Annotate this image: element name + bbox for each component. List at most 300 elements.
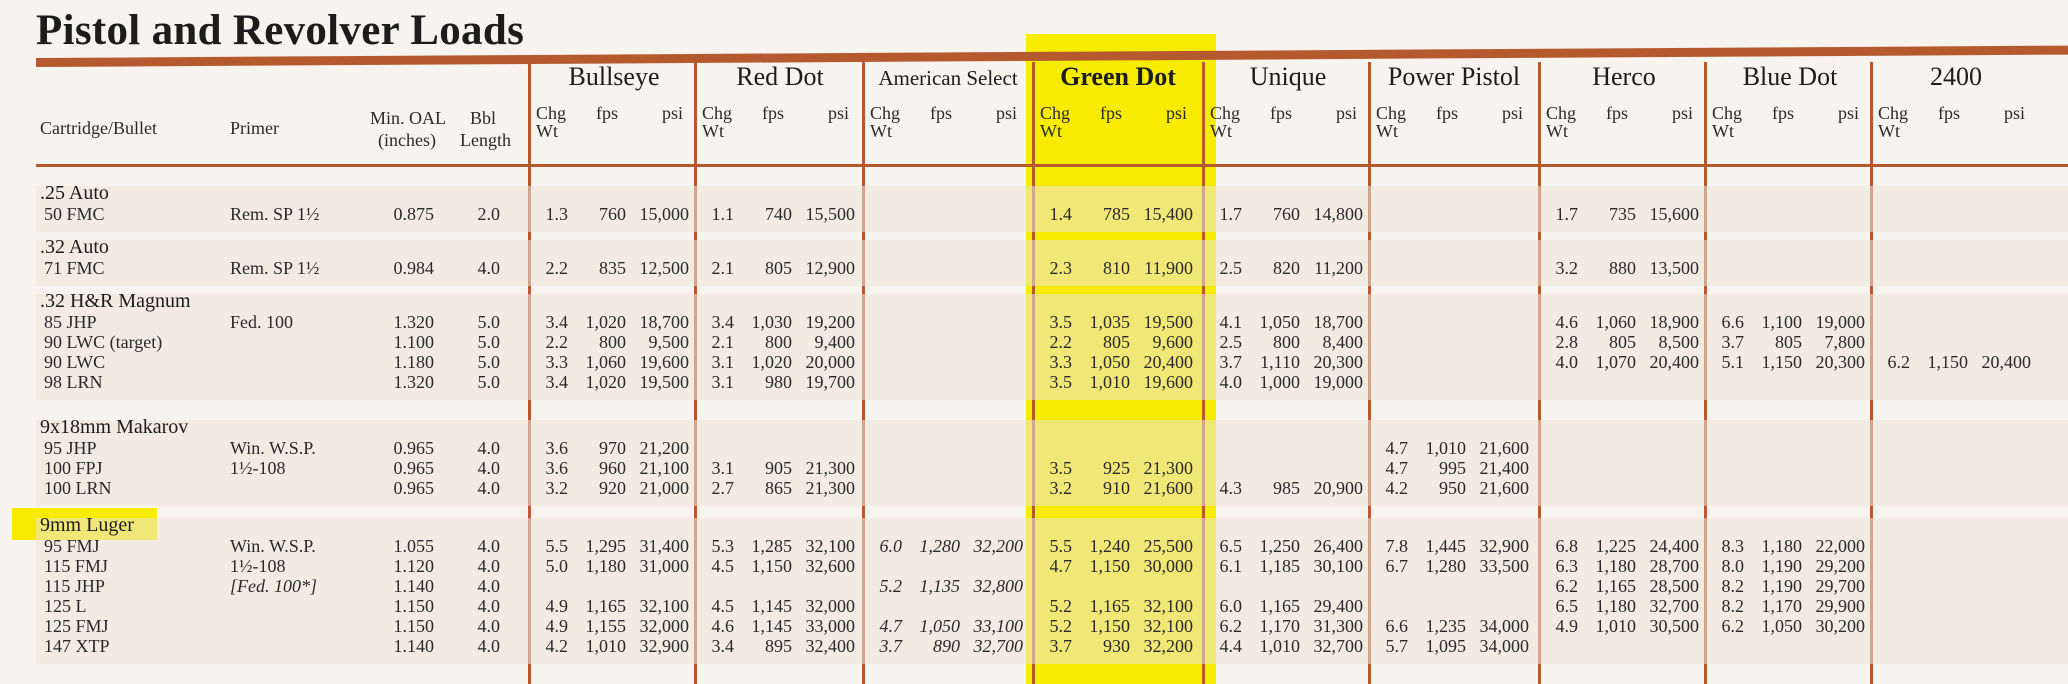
pressure-psi: 15,400 xyxy=(1143,204,1193,224)
bullet-label: 85 JHP xyxy=(44,312,97,332)
charge-weight: 4.7 xyxy=(1385,458,1408,478)
primer-value: 1½-108 xyxy=(230,556,286,576)
cartridge-name: .32 H&R Magnum xyxy=(40,290,191,312)
velocity-fps: 1,020 xyxy=(751,352,792,372)
header-wt: Wt xyxy=(1878,121,1900,141)
header-psi: psi xyxy=(1502,103,1524,123)
bbl-length-value: 4.0 xyxy=(477,616,500,636)
velocity-fps: 740 xyxy=(765,204,792,224)
pressure-psi: 20,000 xyxy=(805,352,855,372)
velocity-fps: 1,445 xyxy=(1425,536,1466,556)
pressure-psi: 8,500 xyxy=(1658,332,1699,352)
pressure-psi: 21,300 xyxy=(805,478,855,498)
pressure-psi: 21,300 xyxy=(1143,458,1193,478)
charge-weight: 3.7 xyxy=(1049,636,1072,656)
header-min-oal: Min. OAL xyxy=(370,108,446,128)
pressure-psi: 30,100 xyxy=(1313,556,1363,576)
charge-weight: 3.6 xyxy=(545,438,568,458)
header-wt: Wt xyxy=(1376,121,1398,141)
charge-weight: 6.3 xyxy=(1555,556,1578,576)
charge-weight: 2.2 xyxy=(1049,332,1072,352)
bbl-length-value: 2.0 xyxy=(477,204,500,224)
charge-weight: 3.5 xyxy=(1049,372,1072,392)
charge-weight: 4.2 xyxy=(1385,478,1408,498)
charge-weight: 4.7 xyxy=(1385,438,1408,458)
pressure-psi: 32,100 xyxy=(1143,596,1193,616)
min-oal-value: 1.320 xyxy=(393,312,434,332)
velocity-fps: 985 xyxy=(1273,478,1300,498)
pressure-psi: 20,400 xyxy=(1649,352,1699,372)
charge-weight: 3.1 xyxy=(711,458,734,478)
charge-weight: 4.7 xyxy=(879,616,902,636)
velocity-fps: 1,000 xyxy=(1259,372,1300,392)
charge-weight: 3.1 xyxy=(711,372,734,392)
velocity-fps: 1,020 xyxy=(585,372,626,392)
charge-weight: 6.2 xyxy=(1887,352,1910,372)
velocity-fps: 1,165 xyxy=(1089,596,1130,616)
charge-weight: 5.5 xyxy=(545,536,568,556)
charge-weight: 2.5 xyxy=(1219,258,1242,278)
header-chg: Chg xyxy=(1712,103,1743,123)
charge-weight: 5.5 xyxy=(1049,536,1072,556)
bullet-label: 95 JHP xyxy=(44,438,97,458)
charge-weight: 6.0 xyxy=(1219,596,1242,616)
charge-weight: 4.9 xyxy=(545,616,568,636)
bullet-label: 100 LRN xyxy=(44,478,112,498)
pressure-psi: 33,100 xyxy=(973,616,1023,636)
velocity-fps: 1,180 xyxy=(1761,536,1802,556)
velocity-fps: 980 xyxy=(765,372,792,392)
pressure-psi: 32,900 xyxy=(1479,536,1529,556)
velocity-fps: 930 xyxy=(1103,636,1130,656)
min-oal-value: 0.965 xyxy=(393,458,434,478)
header-chg: Chg xyxy=(1040,103,1071,123)
pressure-psi: 32,100 xyxy=(1143,616,1193,636)
pressure-psi: 31,300 xyxy=(1313,616,1363,636)
powder-header-unique: Unique xyxy=(1249,62,1327,91)
header-wt: Wt xyxy=(1546,121,1568,141)
velocity-fps: 800 xyxy=(765,332,792,352)
bullet-label: 115 JHP xyxy=(44,576,105,596)
pressure-psi: 30,500 xyxy=(1649,616,1699,636)
header-chg: Chg xyxy=(1210,103,1241,123)
bullet-label: 125 FMJ xyxy=(44,616,109,636)
header-rule xyxy=(36,164,2068,167)
header-psi: psi xyxy=(828,103,850,123)
velocity-fps: 805 xyxy=(765,258,792,278)
header-chg: Chg xyxy=(1376,103,1407,123)
charge-weight: 2.1 xyxy=(711,258,734,278)
bullet-label: 147 XTP xyxy=(44,636,110,656)
velocity-fps: 1,180 xyxy=(1595,556,1636,576)
pressure-psi: 32,200 xyxy=(1143,636,1193,656)
header-fps: fps xyxy=(762,103,784,123)
bbl-length-value: 4.0 xyxy=(477,536,500,556)
header-psi: psi xyxy=(1838,103,1860,123)
charge-weight: 3.4 xyxy=(545,372,568,392)
velocity-fps: 1,225 xyxy=(1595,536,1636,556)
charge-weight: 4.2 xyxy=(545,636,568,656)
velocity-fps: 1,180 xyxy=(1595,596,1636,616)
velocity-fps: 865 xyxy=(765,478,792,498)
velocity-fps: 785 xyxy=(1103,204,1130,224)
velocity-fps: 1,060 xyxy=(1595,312,1636,332)
primer-value: Rem. SP 1½ xyxy=(230,204,320,224)
charge-weight: 4.7 xyxy=(1049,556,1072,576)
pressure-psi: 9,600 xyxy=(1152,332,1193,352)
pressure-psi: 32,100 xyxy=(639,596,689,616)
charge-weight: 4.1 xyxy=(1219,312,1242,332)
pressure-psi: 21,600 xyxy=(1479,478,1529,498)
primer-value: Rem. SP 1½ xyxy=(230,258,320,278)
charge-weight: 8.3 xyxy=(1721,536,1744,556)
pressure-psi: 18,900 xyxy=(1649,312,1699,332)
charge-weight: 4.4 xyxy=(1219,636,1242,656)
charge-weight: 8.2 xyxy=(1721,576,1744,596)
velocity-fps: 995 xyxy=(1439,458,1466,478)
charge-weight: 3.5 xyxy=(1049,312,1072,332)
header-fps: fps xyxy=(930,103,952,123)
charge-weight: 6.2 xyxy=(1721,616,1744,636)
charge-weight: 5.2 xyxy=(879,576,902,596)
charge-weight: 3.3 xyxy=(1049,352,1072,372)
velocity-fps: 1,010 xyxy=(1089,372,1130,392)
pressure-psi: 20,900 xyxy=(1313,478,1363,498)
pressure-psi: 32,600 xyxy=(805,556,855,576)
pressure-psi: 19,500 xyxy=(639,372,689,392)
cartridge-name: 9x18mm Makarov xyxy=(40,416,189,438)
pressure-psi: 24,400 xyxy=(1649,536,1699,556)
bbl-length-value: 5.0 xyxy=(477,312,500,332)
velocity-fps: 1,150 xyxy=(751,556,792,576)
charge-weight: 4.3 xyxy=(1219,478,1242,498)
pressure-psi: 32,000 xyxy=(639,616,689,636)
velocity-fps: 880 xyxy=(1609,258,1636,278)
velocity-fps: 1,050 xyxy=(1089,352,1130,372)
velocity-fps: 1,060 xyxy=(585,352,626,372)
pressure-psi: 22,000 xyxy=(1815,536,1865,556)
charge-weight: 6.6 xyxy=(1385,616,1408,636)
charge-weight: 2.3 xyxy=(1049,258,1072,278)
velocity-fps: 1,145 xyxy=(751,596,792,616)
bullet-label: 50 FMC xyxy=(44,204,105,224)
pressure-psi: 15,500 xyxy=(805,204,855,224)
header-wt: Wt xyxy=(1712,121,1734,141)
pressure-psi: 29,200 xyxy=(1815,556,1865,576)
header-psi: psi xyxy=(1336,103,1358,123)
velocity-fps: 1,030 xyxy=(751,312,792,332)
charge-weight: 3.5 xyxy=(1049,458,1072,478)
charge-weight: 3.3 xyxy=(545,352,568,372)
charge-weight: 4.9 xyxy=(1555,616,1578,636)
pressure-psi: 26,400 xyxy=(1313,536,1363,556)
header-wt: Wt xyxy=(702,121,724,141)
cartridge-name: .32 Auto xyxy=(40,236,109,258)
velocity-fps: 1,035 xyxy=(1089,312,1130,332)
pressure-psi: 21,600 xyxy=(1479,438,1529,458)
velocity-fps: 960 xyxy=(599,458,626,478)
velocity-fps: 1,235 xyxy=(1425,616,1466,636)
velocity-fps: 1,170 xyxy=(1259,616,1300,636)
pressure-psi: 32,100 xyxy=(805,536,855,556)
pressure-psi: 20,400 xyxy=(1981,352,2031,372)
charge-weight: 6.2 xyxy=(1219,616,1242,636)
bbl-length-value: 4.0 xyxy=(477,458,500,478)
charge-weight: 5.7 xyxy=(1385,636,1408,656)
charge-weight: 4.0 xyxy=(1219,372,1242,392)
pressure-psi: 32,200 xyxy=(973,536,1023,556)
velocity-fps: 1,095 xyxy=(1425,636,1466,656)
header-cartridge: Cartridge/Bullet xyxy=(40,118,157,138)
velocity-fps: 1,185 xyxy=(1259,556,1300,576)
velocity-fps: 1,150 xyxy=(1089,556,1130,576)
header-fps: fps xyxy=(1270,103,1292,123)
pressure-psi: 31,400 xyxy=(639,536,689,556)
velocity-fps: 1,250 xyxy=(1259,536,1300,556)
header-fps: fps xyxy=(1436,103,1458,123)
pressure-psi: 18,700 xyxy=(639,312,689,332)
charge-weight: 1.7 xyxy=(1219,204,1242,224)
pressure-psi: 21,100 xyxy=(639,458,689,478)
min-oal-value: 1.180 xyxy=(393,352,434,372)
charge-weight: 4.0 xyxy=(1555,352,1578,372)
pressure-psi: 32,700 xyxy=(973,636,1023,656)
charge-weight: 4.6 xyxy=(1555,312,1578,332)
charge-weight: 7.8 xyxy=(1385,536,1408,556)
pressure-psi: 19,600 xyxy=(1143,372,1193,392)
header-chg: Chg xyxy=(1546,103,1577,123)
powder-header-power-pistol: Power Pistol xyxy=(1387,62,1521,91)
velocity-fps: 800 xyxy=(1273,332,1300,352)
pressure-psi: 9,500 xyxy=(648,332,689,352)
pressure-psi: 7,800 xyxy=(1824,332,1865,352)
pressure-psi: 11,900 xyxy=(1144,258,1193,278)
header-fps: fps xyxy=(1606,103,1628,123)
header-fps: fps xyxy=(1772,103,1794,123)
powder-header-bullseye: Bullseye xyxy=(568,62,660,91)
pressure-psi: 32,900 xyxy=(639,636,689,656)
header-bbl: Bbl xyxy=(470,108,497,128)
pressure-psi: 15,600 xyxy=(1649,204,1699,224)
charge-weight: 2.7 xyxy=(711,478,734,498)
velocity-fps: 805 xyxy=(1775,332,1802,352)
min-oal-value: 0.965 xyxy=(393,438,434,458)
velocity-fps: 1,150 xyxy=(1761,352,1802,372)
velocity-fps: 1,170 xyxy=(1761,596,1802,616)
pressure-psi: 11,200 xyxy=(1314,258,1363,278)
velocity-fps: 1,110 xyxy=(1260,352,1300,372)
charge-weight: 5.2 xyxy=(1049,596,1072,616)
charge-weight: 8.2 xyxy=(1721,596,1744,616)
cartridge-name: .25 Auto xyxy=(40,182,109,204)
charge-weight: 2.1 xyxy=(711,332,734,352)
velocity-fps: 950 xyxy=(1439,478,1466,498)
header-fps: fps xyxy=(1100,103,1122,123)
min-oal-value: 1.120 xyxy=(393,556,434,576)
bullet-label: 98 LRN xyxy=(44,372,103,392)
charge-weight: 3.7 xyxy=(1721,332,1744,352)
min-oal-value: 1.055 xyxy=(393,536,434,556)
bullet-label: 125 L xyxy=(44,596,87,616)
pressure-psi: 30,200 xyxy=(1815,616,1865,636)
velocity-fps: 910 xyxy=(1103,478,1130,498)
header-psi: psi xyxy=(1166,103,1188,123)
header-wt: Wt xyxy=(536,121,558,141)
charge-weight: 2.8 xyxy=(1555,332,1578,352)
pressure-psi: 33,500 xyxy=(1479,556,1529,576)
bbl-length-value: 4.0 xyxy=(477,556,500,576)
charge-weight: 6.5 xyxy=(1555,596,1578,616)
pressure-psi: 19,200 xyxy=(805,312,855,332)
velocity-fps: 735 xyxy=(1609,204,1636,224)
charge-weight: 3.2 xyxy=(1049,478,1072,498)
charge-weight: 4.9 xyxy=(545,596,568,616)
pressure-psi: 21,300 xyxy=(805,458,855,478)
velocity-fps: 1,010 xyxy=(1595,616,1636,636)
charge-weight: 5.3 xyxy=(711,536,734,556)
charge-weight: 3.2 xyxy=(545,478,568,498)
bullet-label: 115 FMJ xyxy=(44,556,108,576)
header-chg: Chg xyxy=(536,103,567,123)
charge-weight: 6.8 xyxy=(1555,536,1578,556)
min-oal-value: 0.875 xyxy=(393,204,434,224)
powder-header-red-dot: Red Dot xyxy=(736,62,824,91)
min-oal-value: 1.140 xyxy=(393,576,434,596)
pressure-psi: 12,900 xyxy=(805,258,855,278)
velocity-fps: 1,135 xyxy=(919,576,960,596)
velocity-fps: 800 xyxy=(599,332,626,352)
velocity-fps: 925 xyxy=(1103,458,1130,478)
velocity-fps: 760 xyxy=(599,204,626,224)
bbl-length-value: 4.0 xyxy=(477,636,500,656)
header-psi: psi xyxy=(1672,103,1694,123)
velocity-fps: 1,165 xyxy=(585,596,626,616)
pressure-psi: 32,400 xyxy=(805,636,855,656)
charge-weight: 3.7 xyxy=(879,636,902,656)
velocity-fps: 1,070 xyxy=(1595,352,1636,372)
header-primer: Primer xyxy=(230,118,279,138)
pressure-psi: 20,400 xyxy=(1143,352,1193,372)
velocity-fps: 1,240 xyxy=(1089,536,1130,556)
velocity-fps: 1,165 xyxy=(1595,576,1636,596)
charge-weight: 6.0 xyxy=(879,536,902,556)
charge-weight: 5.1 xyxy=(1721,352,1744,372)
charge-weight: 3.1 xyxy=(711,352,734,372)
velocity-fps: 1,285 xyxy=(751,536,792,556)
charge-weight: 6.7 xyxy=(1385,556,1408,576)
velocity-fps: 1,165 xyxy=(1259,596,1300,616)
bbl-length-value: 4.0 xyxy=(477,258,500,278)
pressure-psi: 32,700 xyxy=(1313,636,1363,656)
header-chg: Chg xyxy=(1878,103,1909,123)
charge-weight: 6.5 xyxy=(1219,536,1242,556)
pressure-psi: 31,000 xyxy=(639,556,689,576)
bullet-label: 90 LWC (target) xyxy=(44,332,163,352)
charge-weight: 1.7 xyxy=(1555,204,1578,224)
velocity-fps: 895 xyxy=(765,636,792,656)
powder-header-american-select: American Select xyxy=(878,66,1018,90)
bullet-label: 90 LWC xyxy=(44,352,106,372)
charge-weight: 1.4 xyxy=(1049,204,1072,224)
primer-value: Fed. 100 xyxy=(230,312,293,332)
header-psi: psi xyxy=(2004,103,2026,123)
pressure-psi: 19,600 xyxy=(639,352,689,372)
charge-weight: 3.4 xyxy=(711,312,734,332)
velocity-fps: 1,050 xyxy=(1259,312,1300,332)
velocity-fps: 805 xyxy=(1609,332,1636,352)
bbl-length-value: 5.0 xyxy=(477,352,500,372)
velocity-fps: 1,190 xyxy=(1761,576,1802,596)
bbl-length-value: 4.0 xyxy=(477,596,500,616)
velocity-fps: 810 xyxy=(1103,258,1130,278)
pressure-psi: 29,400 xyxy=(1313,596,1363,616)
velocity-fps: 760 xyxy=(1273,204,1300,224)
powder-header-herco: Herco xyxy=(1592,62,1656,91)
bbl-length-value: 4.0 xyxy=(477,478,500,498)
cartridge-name: 9mm Luger xyxy=(40,514,134,536)
pressure-psi: 8,400 xyxy=(1322,332,1363,352)
velocity-fps: 1,295 xyxy=(585,536,626,556)
charge-weight: 6.1 xyxy=(1219,556,1242,576)
velocity-fps: 1,190 xyxy=(1761,556,1802,576)
powder-header-2400: 2400 xyxy=(1930,62,1982,91)
pressure-psi: 32,700 xyxy=(1649,596,1699,616)
charge-weight: 1.3 xyxy=(545,204,568,224)
pressure-psi: 20,300 xyxy=(1313,352,1363,372)
bbl-length-value: 5.0 xyxy=(477,332,500,352)
pressure-psi: 30,000 xyxy=(1143,556,1193,576)
charge-weight: 2.2 xyxy=(545,332,568,352)
charge-weight: 3.4 xyxy=(545,312,568,332)
pressure-psi: 19,500 xyxy=(1143,312,1193,332)
charge-weight: 1.1 xyxy=(711,204,734,224)
header-chg: Chg xyxy=(870,103,901,123)
charge-weight: 3.2 xyxy=(1555,258,1578,278)
header-wt: Wt xyxy=(1210,121,1232,141)
velocity-fps: 1,050 xyxy=(1761,616,1802,636)
header-psi: psi xyxy=(996,103,1018,123)
bullet-label: 100 FPJ xyxy=(44,458,103,478)
pressure-psi: 33,000 xyxy=(805,616,855,636)
charge-weight: 3.6 xyxy=(545,458,568,478)
primer-value: [Fed. 100*] xyxy=(230,576,317,596)
powder-header-blue-dot: Blue Dot xyxy=(1742,62,1838,91)
header-bbl-length: Length xyxy=(460,130,511,150)
charge-weight: 6.2 xyxy=(1555,576,1578,596)
min-oal-value: 1.140 xyxy=(393,636,434,656)
pressure-psi: 28,500 xyxy=(1649,576,1699,596)
min-oal-value: 0.965 xyxy=(393,478,434,498)
min-oal-value: 0.984 xyxy=(393,258,434,278)
bullet-label: 95 FMJ xyxy=(44,536,100,556)
charge-weight: 5.2 xyxy=(1049,616,1072,636)
header-min-oal-unit: (inches) xyxy=(378,130,436,150)
velocity-fps: 970 xyxy=(599,438,626,458)
velocity-fps: 920 xyxy=(599,478,626,498)
velocity-fps: 1,020 xyxy=(585,312,626,332)
pressure-psi: 12,500 xyxy=(639,258,689,278)
velocity-fps: 1,150 xyxy=(1089,616,1130,636)
bbl-length-value: 4.0 xyxy=(477,576,500,596)
bbl-length-value: 4.0 xyxy=(477,438,500,458)
charge-weight: 8.0 xyxy=(1721,556,1744,576)
powder-header-green-dot: Green Dot xyxy=(1060,62,1176,91)
pressure-psi: 21,000 xyxy=(639,478,689,498)
pressure-psi: 25,500 xyxy=(1143,536,1193,556)
header-chg: Chg xyxy=(702,103,733,123)
pressure-psi: 29,700 xyxy=(1815,576,1865,596)
pressure-psi: 28,700 xyxy=(1649,556,1699,576)
